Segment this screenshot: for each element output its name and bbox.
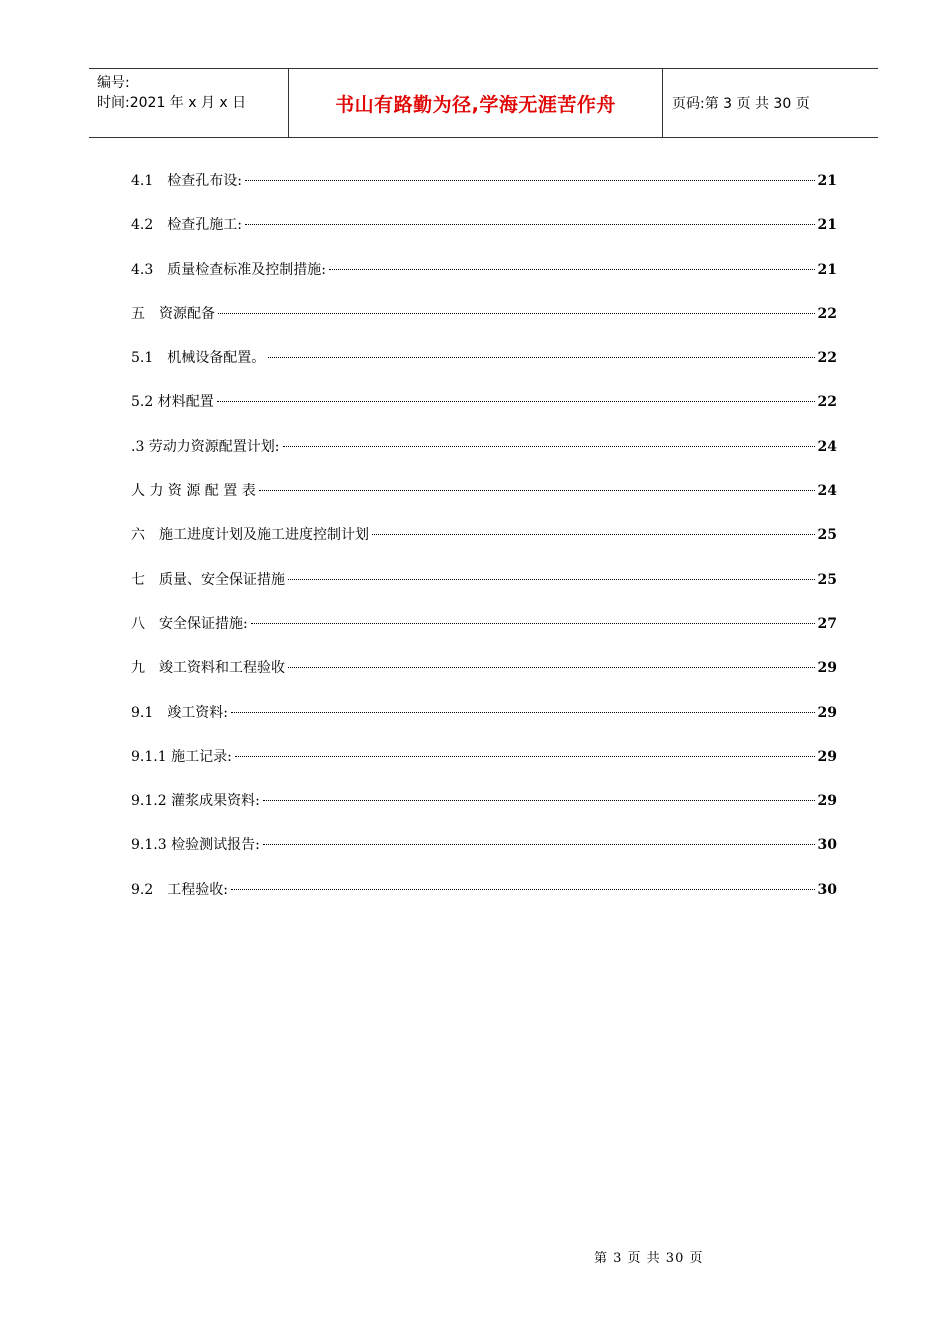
toc-entry-page: 21: [817, 261, 837, 278]
toc-entry-title: 4.2 检查孔施工:: [131, 217, 242, 234]
toc-entry[interactable]: [131, 170, 837, 214]
toc-entry[interactable]: [131, 391, 837, 435]
toc-entry-title: 七 质量、安全保证措施: [131, 571, 285, 588]
toc-entry[interactable]: [131, 657, 837, 701]
toc-entry[interactable]: [131, 436, 837, 480]
toc-entry-title: 9.1 竣工资料:: [131, 704, 228, 721]
toc-entry[interactable]: [131, 702, 837, 746]
header-motto: 书山有路勤为径,学海无涯苦作舟: [289, 69, 663, 137]
toc-leader-dots: [235, 756, 815, 757]
toc-entry-title: 9.1.3 检验测试报告:: [131, 837, 260, 854]
toc-entry-page: 22: [817, 350, 837, 367]
toc-entry-title: 4.3 质量检查标准及控制措施:: [131, 261, 326, 278]
toc-entry-title: 5.2 材料配置: [131, 394, 214, 411]
toc-entry-page: 25: [817, 527, 837, 544]
number-label: 编号:: [97, 75, 130, 91]
toc-entry[interactable]: [131, 524, 837, 568]
toc-entry-page: 22: [817, 305, 837, 322]
toc-entry[interactable]: [131, 480, 837, 524]
toc-leader-dots: [251, 623, 815, 624]
toc-entry[interactable]: [131, 214, 837, 258]
toc-leader-dots: [372, 534, 815, 535]
toc-entry[interactable]: [131, 613, 837, 657]
toc-entry[interactable]: [131, 303, 837, 347]
toc-entry-page: 30: [817, 881, 837, 898]
toc-leader-dots: [245, 180, 815, 181]
toc-entry-page: 29: [817, 748, 837, 765]
page-header: [89, 68, 878, 138]
header-meta: [89, 69, 289, 137]
toc-leader-dots: [329, 269, 815, 270]
toc-entry[interactable]: [131, 347, 837, 391]
toc-entry[interactable]: [131, 834, 837, 878]
toc-leader-dots: [231, 712, 815, 713]
toc-entry-title: 人 力 资 源 配 置 表: [131, 483, 256, 500]
toc-entry-page: 30: [817, 837, 837, 854]
toc-entry-title: 4.1 检查孔布设:: [131, 173, 242, 189]
toc-leader-dots: [288, 667, 815, 668]
toc-entry-title: 八 安全保证措施:: [131, 615, 248, 632]
toc-leader-dots: [217, 401, 815, 402]
toc-entry-title: 六 施工进度计划及施工进度控制计划: [131, 527, 369, 544]
toc-entry-page: 29: [817, 793, 837, 810]
toc-leader-dots: [218, 313, 815, 314]
footer-page-number: 第 3 页 共 30 页: [594, 1251, 704, 1266]
toc-entry[interactable]: [131, 879, 837, 923]
toc-entry-page: 24: [817, 483, 837, 500]
header-page-label: 页码:第 3 页 共 30 页: [672, 96, 810, 112]
toc-entry-page: 22: [817, 394, 837, 411]
toc-leader-dots: [263, 800, 815, 801]
toc-entry-page: 29: [817, 660, 837, 677]
toc-entry-title: .3 劳动力资源配置计划:: [131, 438, 280, 455]
toc-entry-page: 25: [817, 571, 837, 588]
toc-entry-title: 五 资源配备: [131, 305, 215, 322]
toc-leader-dots: [268, 357, 814, 358]
toc-entry[interactable]: [131, 569, 837, 613]
toc-entry[interactable]: [131, 259, 837, 303]
toc-entry-page: 27: [817, 615, 837, 632]
toc-entry-title: 9.2 工程验收:: [131, 881, 228, 898]
toc-entry-page: 29: [817, 704, 837, 721]
table-of-contents: [131, 170, 837, 923]
toc-entry-page: 24: [817, 438, 837, 455]
toc-entry-page: 21: [817, 173, 837, 189]
toc-entry[interactable]: [131, 790, 837, 834]
toc-leader-dots: [263, 844, 815, 845]
toc-leader-dots: [259, 490, 815, 491]
time-label: 时间:2021 年 x 月 x 日: [97, 95, 247, 111]
toc-leader-dots: [231, 889, 815, 890]
toc-leader-dots: [283, 446, 815, 447]
toc-leader-dots: [288, 579, 815, 580]
toc-entry-title: 9.1.1 施工记录:: [131, 748, 232, 765]
toc-entry[interactable]: [131, 746, 837, 790]
toc-leader-dots: [245, 224, 815, 225]
toc-entry-title: 9.1.2 灌浆成果资料:: [131, 793, 260, 810]
toc-entry-title: 九 竣工资料和工程验收: [131, 660, 285, 677]
toc-entry-page: 21: [817, 217, 837, 234]
toc-entry-title: 5.1 机械设备配置。: [131, 350, 266, 367]
